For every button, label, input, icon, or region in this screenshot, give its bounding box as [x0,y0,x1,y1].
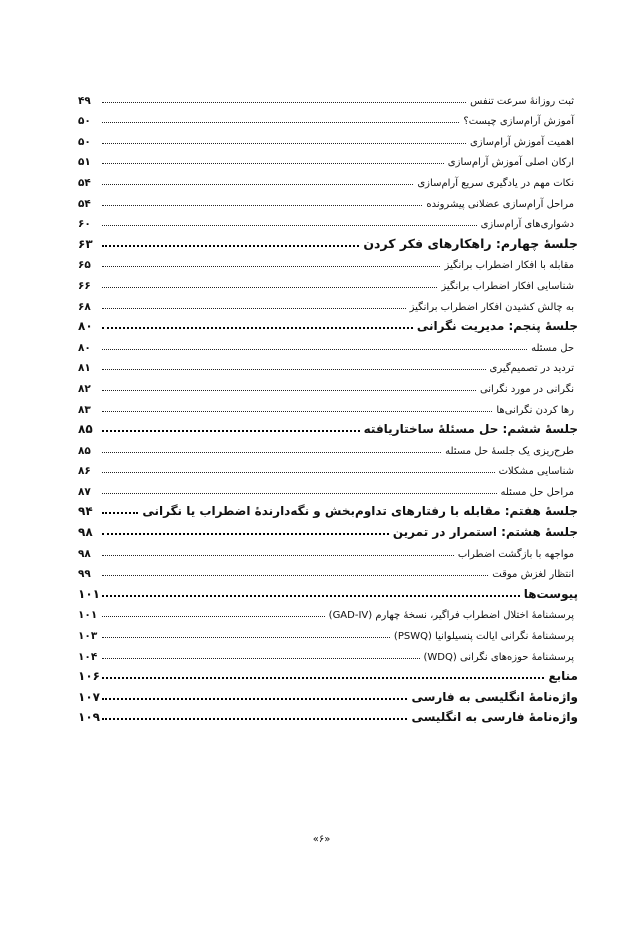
toc-entry [78,271,578,292]
toc-chapter [78,580,578,601]
toc-chapter-page: ۸۰ [78,319,93,334]
dot-leader [102,163,444,164]
toc-entry-page: ۹۹ [78,568,91,581]
toc-chapter [78,230,578,251]
toc-entry-page: ۸۲ [78,382,91,395]
toc-entry-title: تردید در تصمیم‌گیری [489,363,574,375]
toc-entry-page: ۸۰ [78,341,91,354]
dot-leader [102,390,476,391]
toc-entry [78,148,578,169]
toc-chapter-page: ۹۴ [78,504,93,519]
dot-leader [102,122,459,123]
dot-leader [102,575,488,576]
toc-chapter-page: ۱۰۷ [78,689,100,704]
toc-chapter-title: پیوست‌ها [523,586,578,601]
toc-entry-title: حل مسئله [531,342,574,354]
toc-entry [78,601,578,622]
toc-chapter-page: ۱۰۱ [78,586,100,601]
toc-chapter-title: جلسهٔ پنجم: مدیریت نگرانی [416,319,578,334]
dot-leader [102,143,466,144]
toc-entry-page: ۶۸ [78,300,91,313]
toc-chapter [78,518,578,539]
toc-entry-page: ۵۴ [78,197,91,210]
dot-leader [102,452,441,453]
toc-entry [78,621,578,642]
toc-entry [78,251,578,272]
toc-entry [78,168,578,189]
toc-entry [78,86,578,107]
toc-entry-title: به چالش کشیدن افکار اضطراب برانگیز [409,301,574,313]
toc-entry-page: ۶۵ [78,259,91,272]
dot-leader [102,555,454,556]
toc-entry-page: ۵۴ [78,176,91,189]
toc-entry-title: نگرانی در مورد نگرانی [479,383,574,395]
toc-entry-title: مقابله با افکار اضطراب برانگیز [444,260,574,272]
toc-chapter-title: جلسهٔ ششم: حل مسئلهٔ ساختاریافته [363,422,578,437]
toc-entry-title: دشواری‌های آرام‌سازی [480,219,574,231]
toc-entry-page: ۶۰ [78,218,91,231]
dot-leader [102,349,527,350]
toc-entry-page: ۸۱ [78,362,91,375]
dot-leader [102,658,420,659]
toc-entry-title: مواجهه با بازگشت اضطراب [457,548,574,560]
dot-leader [102,595,520,597]
toc-entry-title: انتظار لغزش موقت [492,569,574,581]
toc-entry [78,127,578,148]
toc-chapter [78,704,578,725]
dot-leader [102,205,422,206]
toc-chapter-title: جلسهٔ هفتم: مقابله با رفتارهای تداوم‌بخش و نگه‌دارندهٔ اضطراب یا نگرانی [142,504,578,519]
toc-entry [78,642,578,663]
dot-leader [102,472,495,473]
toc-entry [78,189,578,210]
toc-entry-title: شناسایی مشکلات [498,466,574,478]
toc-chapter [78,313,578,334]
dot-leader [102,411,492,412]
toc-entry-title: مراحل حل مسئله [500,486,574,498]
page-number: «۶» [312,834,331,845]
toc-entry-title: پرسشنامهٔ حوزه‌های نگرانی (WDQ) [423,651,574,663]
toc-chapter-page: ۶۳ [78,236,93,251]
toc-chapter [78,416,578,437]
dot-leader [102,718,407,720]
toc-entry [78,395,578,416]
toc-entry-page: ۵۱ [78,156,91,169]
toc-entry-title: ارکان اصلی آموزش آرام‌سازی [447,157,574,169]
dot-leader [102,698,407,700]
toc-entry-title: پرسشنامهٔ اختلال اضطراب فراگیر، نسخهٔ چهارم (GAD-IV) [328,610,574,622]
dot-leader [102,430,360,432]
toc-entry-page: ۴۹ [78,94,91,107]
toc-entry [78,436,578,457]
toc-chapter-page: ۱۰۶ [78,669,100,684]
toc-entry [78,210,578,231]
dot-leader [102,308,406,309]
dot-leader [102,616,325,617]
dot-leader [102,266,440,267]
toc-entry-title: طرح‌ریزی یک جلسهٔ حل مسئله [445,445,574,457]
dot-leader [102,102,466,103]
toc-entry-page: ۱۰۴ [78,650,98,663]
dot-leader [102,327,413,329]
dot-leader [102,369,486,370]
toc-entry-page: ۸۷ [78,485,91,498]
toc-entry [78,354,578,375]
toc-entry-title: شناسایی افکار اضطراب برانگیز [441,280,574,292]
dot-leader [102,512,138,514]
dot-leader [102,245,359,247]
dot-leader [102,225,477,226]
toc-chapter-title: واژه‌نامهٔ فارسی به انگلیسی [411,710,578,725]
toc-entry [78,374,578,395]
toc-chapter [78,498,578,519]
toc-entry [78,539,578,560]
dot-leader [102,677,544,679]
toc-entry [78,457,578,478]
toc-entry-title: پرسشنامهٔ نگرانی ایالت پنسیلوانیا (PSWQ) [393,631,574,643]
dot-leader [102,637,390,638]
toc-chapter-title: واژه‌نامهٔ انگلیسی به فارسی [411,689,578,704]
toc-entry-page: ۸۵ [78,444,91,457]
toc-entry-page: ۱۰۱ [78,609,98,622]
toc-entry-title: مراحل آرام‌سازی عضلانی پیشرونده [426,198,574,210]
toc-chapter [78,663,578,684]
toc-chapter [78,683,578,704]
toc-chapter-page: ۹۸ [78,525,93,540]
toc-chapter-title: منابع [548,669,578,684]
toc-entry [78,477,578,498]
dot-leader [102,287,437,288]
toc-entry-page: ۱۰۳ [78,630,98,643]
toc-entry-page: ۹۸ [78,547,91,560]
dot-leader [102,184,413,185]
toc-entry [78,292,578,313]
toc-entry-page: ۶۶ [78,279,91,292]
dot-leader [102,533,389,535]
toc-entry-page: ۵۰ [78,135,91,148]
toc-entry-page: ۵۰ [78,115,91,128]
dot-leader [102,493,497,494]
table-of-contents [78,86,578,724]
toc-entry [78,560,578,581]
toc-entry-title: اهمیت آموزش آرام‌سازی [469,136,574,148]
toc-chapter-page: ۱۰۹ [78,710,100,725]
toc-entry-page: ۸۶ [78,465,91,478]
toc-chapter-page: ۸۵ [78,422,93,437]
toc-entry-title: رها کردن نگرانی‌ها [496,404,574,416]
toc-entry-title: آموزش آرام‌سازی چیست؟ [463,116,574,128]
toc-entry-page: ۸۳ [78,403,91,416]
toc-entry-title: ثبت روزانهٔ سرعت تنفس [470,95,574,107]
toc-chapter-title: جلسهٔ چهارم: راهکارهای فکر کردن [363,235,578,251]
toc-chapter-title: جلسهٔ هشتم: استمرار در تمرین [392,525,578,540]
toc-entry-title: نکات مهم در یادگیری سریع آرام‌سازی [417,177,574,189]
toc-entry [78,107,578,128]
toc-entry [78,333,578,354]
